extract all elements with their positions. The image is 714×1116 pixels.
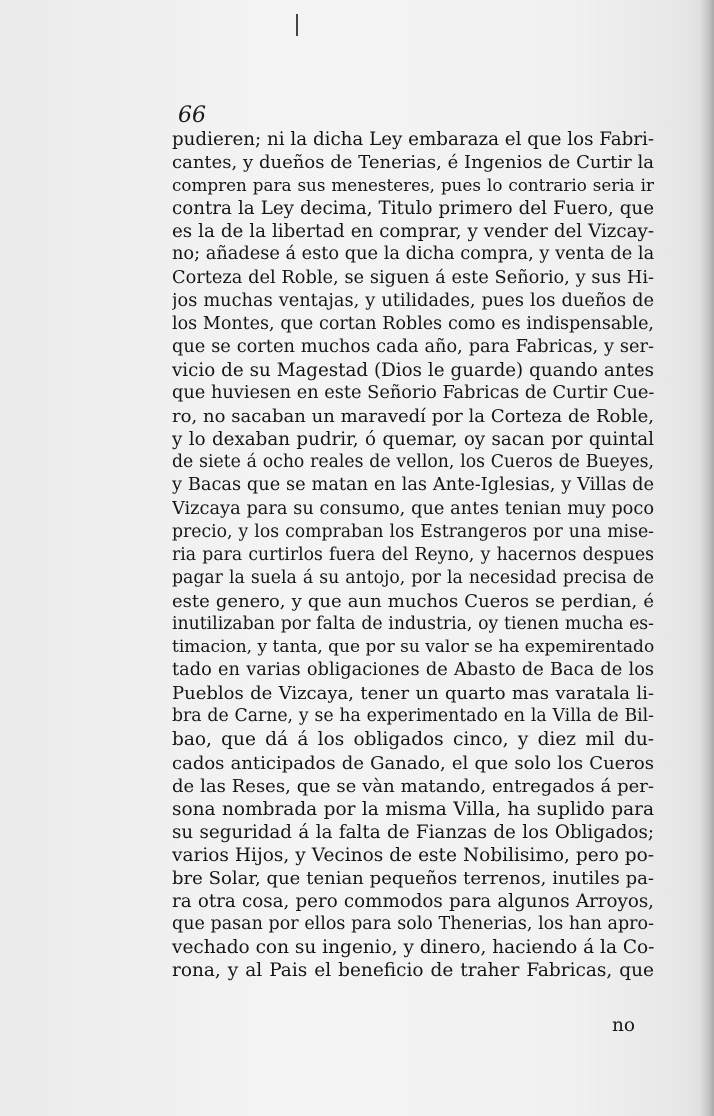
top-margin-mark (296, 14, 298, 36)
text-line: Corteza del Roble, se siguen á este Señorio, y sus Hi- (172, 267, 654, 288)
text-line: que huviesen en este Señorio Fabricas de Curtir Cue- (172, 383, 654, 404)
text-line: este genero, y que aun muchos Cueros se perdian, é (172, 590, 654, 612)
text-line: los Montes, que cortan Robles como es indispensable, (172, 313, 654, 334)
text-line: compren para sus menesteres, pues lo contrario seria ir (172, 175, 654, 196)
text-line: y lo dexaban pudrir, ó quemar, oy sacan por quintal (172, 429, 654, 451)
text-line: de siete á ocho reales de vellon, los Cueros de Bueyes, (172, 452, 654, 473)
text-line: cantes, y dueños de Tenerias, é Ingenios de Curtir la (172, 152, 654, 174)
body-text (172, 128, 654, 982)
text-line: ro, no sacaban un maravedí por la Corteza de Roble, (172, 406, 654, 428)
text-line: vicio de su Magestad (Dios le guarde) quando antes (172, 359, 654, 381)
page-edge-shadow (700, 0, 714, 1116)
text-line: no; añadese á esto que la dicha compra, y venta de la (172, 244, 654, 265)
text-line: ra otra cosa, pero commodos para algunos Arroyos, (172, 891, 654, 913)
text-line: que se corten muchos cada año, para Fabricas, y ser- (172, 336, 654, 357)
text-line: rona, y al Pais el beneficio de traher Fabricas, que (172, 960, 654, 982)
text-line: pudieren; ni la dicha Ley embaraza el que los Fabri- (172, 129, 654, 150)
text-line: pagar la suela á su antojo, por la necesidad precisa de (172, 567, 654, 588)
text-line: es la de la libertad en comprar, y vender del Vizcay- (172, 221, 654, 243)
text-line: timacion, y tanta, que por su valor se ha expemirentado (172, 637, 654, 658)
text-line: bre Solar, que tenian pequeños terrenos, inutiles pa- (172, 868, 654, 889)
text-line: bra de Carne, y se ha experimentado en la Villa de Bil- (172, 706, 654, 727)
text-line: sona nombrada por la misma Villa, ha suplido para (172, 798, 654, 820)
page-number: 66 (178, 103, 206, 128)
text-line: su seguridad á la falta de Fianzas de los Obligados; (172, 821, 654, 843)
text-line: Vizcaya para su consumo, que antes tenian muy poco (172, 498, 654, 519)
text-line: vechado con su ingenio, y dinero, haciendo á la Co- (172, 937, 654, 959)
text-line: de las Reses, que se vàn matando, entregados á per- (172, 775, 654, 797)
text-line: cados anticipados de Ganado, el que solo los Cueros (172, 752, 654, 774)
text-line: y Bacas que se matan en las Ante-Iglesias, y Villas de (172, 475, 654, 496)
text-line: inutilizaban por falta de industria, oy tienen mucha es- (172, 613, 654, 634)
text-line: bao, que dá á los obligados cinco, y diez mil du- (172, 729, 654, 751)
text-line: que pasan por ellos para solo Thenerias, los han apro- (172, 914, 654, 935)
text-line: varios Hijos, y Vecinos de este Nobilisimo, pero po- (172, 844, 654, 866)
text-line: jos muchas ventajas, y utilidades, pues los dueños de (172, 290, 654, 311)
text-line: precio, y los compraban los Estrangeros por una mise- (172, 521, 654, 542)
text-line: ria para curtirlos fuera del Reyno, y hacernos despues (172, 544, 654, 565)
text-line: contra la Ley decima, Titulo primero del Fuero, que (172, 198, 654, 220)
text-line: tado en varias obligaciones de Abasto de Baca de los (172, 660, 654, 681)
text-line: Pueblos de Vizcaya, tener un quarto mas varatala li- (172, 683, 654, 705)
catchword: no (612, 1015, 636, 1036)
